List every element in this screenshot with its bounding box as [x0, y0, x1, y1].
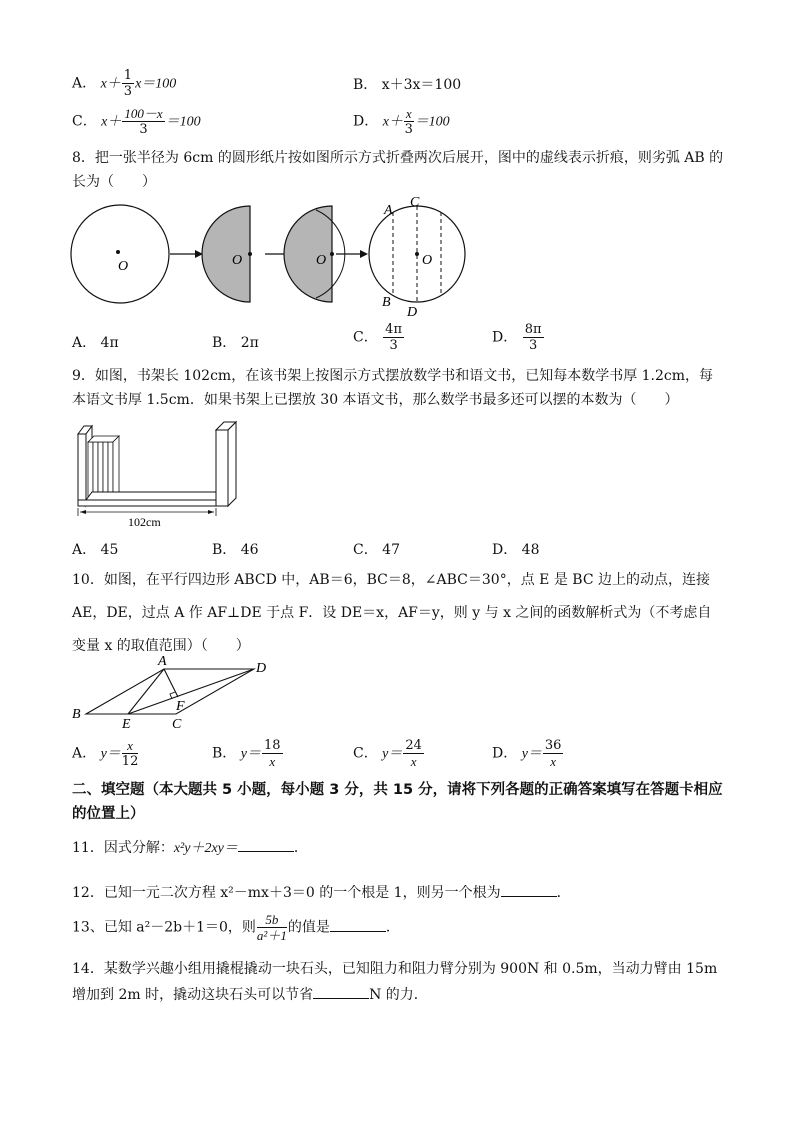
q11: [72, 836, 724, 861]
option-letter: C．: [353, 745, 378, 762]
denominator: x: [410, 754, 417, 769]
option-letter: A．: [72, 745, 97, 762]
q10-parallelogram-figure: [66, 650, 276, 732]
fraction: [404, 106, 414, 137]
denominator: x: [550, 754, 557, 769]
label-e: E: [122, 717, 131, 732]
book: [103, 442, 108, 500]
q8-option-b: B． 2π: [212, 335, 259, 351]
shelf-top: [86, 492, 230, 500]
fraction: [543, 738, 564, 769]
center-dot: [330, 252, 334, 256]
q8-folding-figure: [60, 192, 480, 322]
numerator: 5b: [257, 912, 287, 928]
denominator: 3: [139, 122, 148, 137]
expr: y＝: [100, 746, 121, 762]
q10-stem: 10．如图，在平行四边形 ABCD 中，AB＝6，BC＝8，∠ABC＝30°，点 E 是 BC 边上的动点，连接 AE，DE，过点 A 作 AF⊥DE 于点 F．设 DE＝x，AF＝y，则 y 与 x 之间的函数解析式为（不考虑自变量 x 的取值范围）（ ）: [72, 572, 712, 654]
book-side: [113, 436, 119, 500]
q10-option-d: [492, 738, 564, 769]
numerator: x: [122, 738, 139, 754]
denominator: x: [269, 754, 276, 769]
numerator: 100－x: [124, 106, 163, 121]
shelf-length-label: 102cm: [128, 515, 161, 528]
books: [88, 436, 119, 500]
center-dot: [415, 252, 419, 256]
answer-blank[interactable]: [501, 882, 557, 897]
option-letter: D．: [353, 113, 379, 130]
q7-option-a: [72, 68, 176, 99]
label-o: O: [422, 253, 433, 268]
fraction: [122, 738, 139, 769]
book: [88, 442, 93, 500]
center-dot: [116, 250, 120, 254]
full-circle: [71, 205, 169, 303]
label-o: O: [232, 253, 243, 268]
fraction: [257, 912, 287, 943]
expr: y＝: [382, 746, 403, 762]
q7-option-d: [353, 106, 450, 137]
q9-option-d: D． 48: [492, 542, 540, 558]
q9-option-c: C． 47: [353, 542, 400, 558]
q13-prompt: 13、已知 a²－2b＋1＝0，则: [72, 919, 256, 936]
fraction: [122, 68, 134, 99]
label-d: D: [256, 661, 267, 676]
q8-option-d: [492, 322, 545, 353]
label-a: A: [158, 654, 167, 669]
q13-mid: 的值是: [287, 919, 330, 936]
dim-arrow: [80, 510, 86, 514]
numerator: 1: [123, 68, 133, 83]
q12-end: ．: [556, 885, 571, 901]
denominator: 3: [404, 122, 413, 137]
label-f: F: [176, 699, 185, 714]
numerator: 18: [263, 738, 281, 753]
center-dot: [248, 252, 252, 256]
arrow-head: [360, 250, 368, 258]
label-d: D: [407, 305, 418, 320]
q7-option-c: [72, 106, 201, 137]
parallelogram-abcd: [86, 669, 254, 714]
expr: ＝100: [414, 114, 450, 130]
q14: [72, 956, 724, 1008]
answer-blank[interactable]: [313, 984, 369, 999]
option-letter: B．: [212, 745, 237, 762]
denominator: 3: [389, 338, 398, 353]
numerator: 4π: [385, 322, 402, 337]
q8-stem: 8．把一张半径为 6cm 的圆形纸片按如图所示方式折叠两次后展开，图中的虚线表示折痕，则劣弧 AB 的长为（ ）: [72, 150, 724, 190]
q11-expr: x²y＋2xy＝: [173, 841, 238, 856]
right-board-front: [216, 430, 228, 506]
q8-option-c: [353, 322, 405, 353]
q14-prompt: 14．某数学兴趣小组用撬棍撬动一块石头，已知阻力和阻力臂分别为 900N 和 0.5m，当动力臂由 15m 增加到 2m 时，撬动这块石头可以节省: [72, 961, 718, 1003]
label-o: O: [316, 253, 327, 268]
book: [98, 442, 103, 500]
answer-blank[interactable]: [238, 837, 294, 852]
denominator: 3: [528, 338, 538, 353]
label-o: O: [118, 259, 129, 274]
segment-af: [164, 669, 178, 697]
denominator: 12: [121, 754, 139, 769]
label-b: B: [382, 295, 391, 310]
q10-option-c: [353, 738, 425, 769]
half-circle: [202, 206, 250, 302]
book: [93, 442, 98, 500]
q13-end: ．: [385, 919, 400, 936]
expr: ＝100: [165, 114, 201, 130]
option-letter: C．: [72, 113, 97, 130]
book: [108, 442, 113, 500]
q9-option-a: A． 45: [72, 542, 119, 558]
numerator: x: [405, 106, 412, 121]
q13: [72, 912, 724, 943]
q12: [72, 881, 724, 905]
numerator: 8π: [524, 322, 542, 337]
numerator: 24: [405, 738, 422, 753]
option-letter: A．: [72, 75, 97, 92]
q11-prompt: 11．因式分解：: [72, 840, 174, 856]
expr: x＋: [101, 114, 122, 130]
denominator: a²＋1: [256, 928, 287, 943]
expr: y＝: [521, 746, 542, 762]
option-letter: C．: [353, 329, 378, 346]
q9-stem: 9．如图，书架长 102cm，在该书架上按图示方式摆放数学书和语文书，已知每本数学书厚 1.2cm，每本语文书厚 1.5cm．如果书架上已摆放 30 本语文书，那么数学书最多还可以摆的本数为（ ）: [72, 368, 714, 408]
option-letter: D．: [492, 329, 518, 346]
shelf-front: [78, 500, 224, 506]
q12-prompt: 12．已知一元二次方程 x²－mx＋3＝0 的一个根是 1，则另一个根为: [72, 885, 501, 901]
denominator: 3: [123, 84, 133, 99]
fraction: [403, 738, 424, 769]
fraction: [523, 322, 544, 353]
label-c: C: [410, 195, 420, 210]
segment-de: [128, 669, 254, 714]
label-b: B: [72, 707, 81, 722]
right-board-side: [228, 422, 236, 506]
expr: x＝100: [135, 76, 177, 92]
fraction: [383, 322, 404, 353]
left-board-front: [78, 434, 86, 506]
fraction: [122, 106, 164, 137]
q10-option-a: [72, 738, 139, 769]
fraction: [262, 738, 283, 769]
q14-end: N 的力．: [369, 987, 428, 1003]
expr: x＋: [382, 114, 403, 130]
section-heading-fill-in: 二、填空题（本大题共 5 小题，每小题 3 分，共 15 分，请将下列各题的正确答案填写在答题卡相应的位置上）: [72, 782, 723, 822]
expr: x＋: [100, 76, 121, 92]
option-letter: D．: [492, 745, 518, 762]
label-c: C: [172, 717, 182, 732]
q10-option-b: [212, 738, 284, 769]
q7-option-b: B． x＋3x＝100: [353, 77, 462, 93]
numerator: 36: [544, 738, 562, 753]
dim-arrow: [208, 510, 214, 514]
expr: y＝: [240, 746, 261, 762]
q9-bookshelf-figure: [70, 420, 250, 528]
q9-option-b: B． 46: [212, 542, 259, 558]
label-a: A: [384, 203, 393, 218]
q11-end: ．: [293, 840, 308, 856]
q8-option-a: A． 4π: [72, 335, 119, 351]
answer-blank[interactable]: [330, 917, 386, 932]
